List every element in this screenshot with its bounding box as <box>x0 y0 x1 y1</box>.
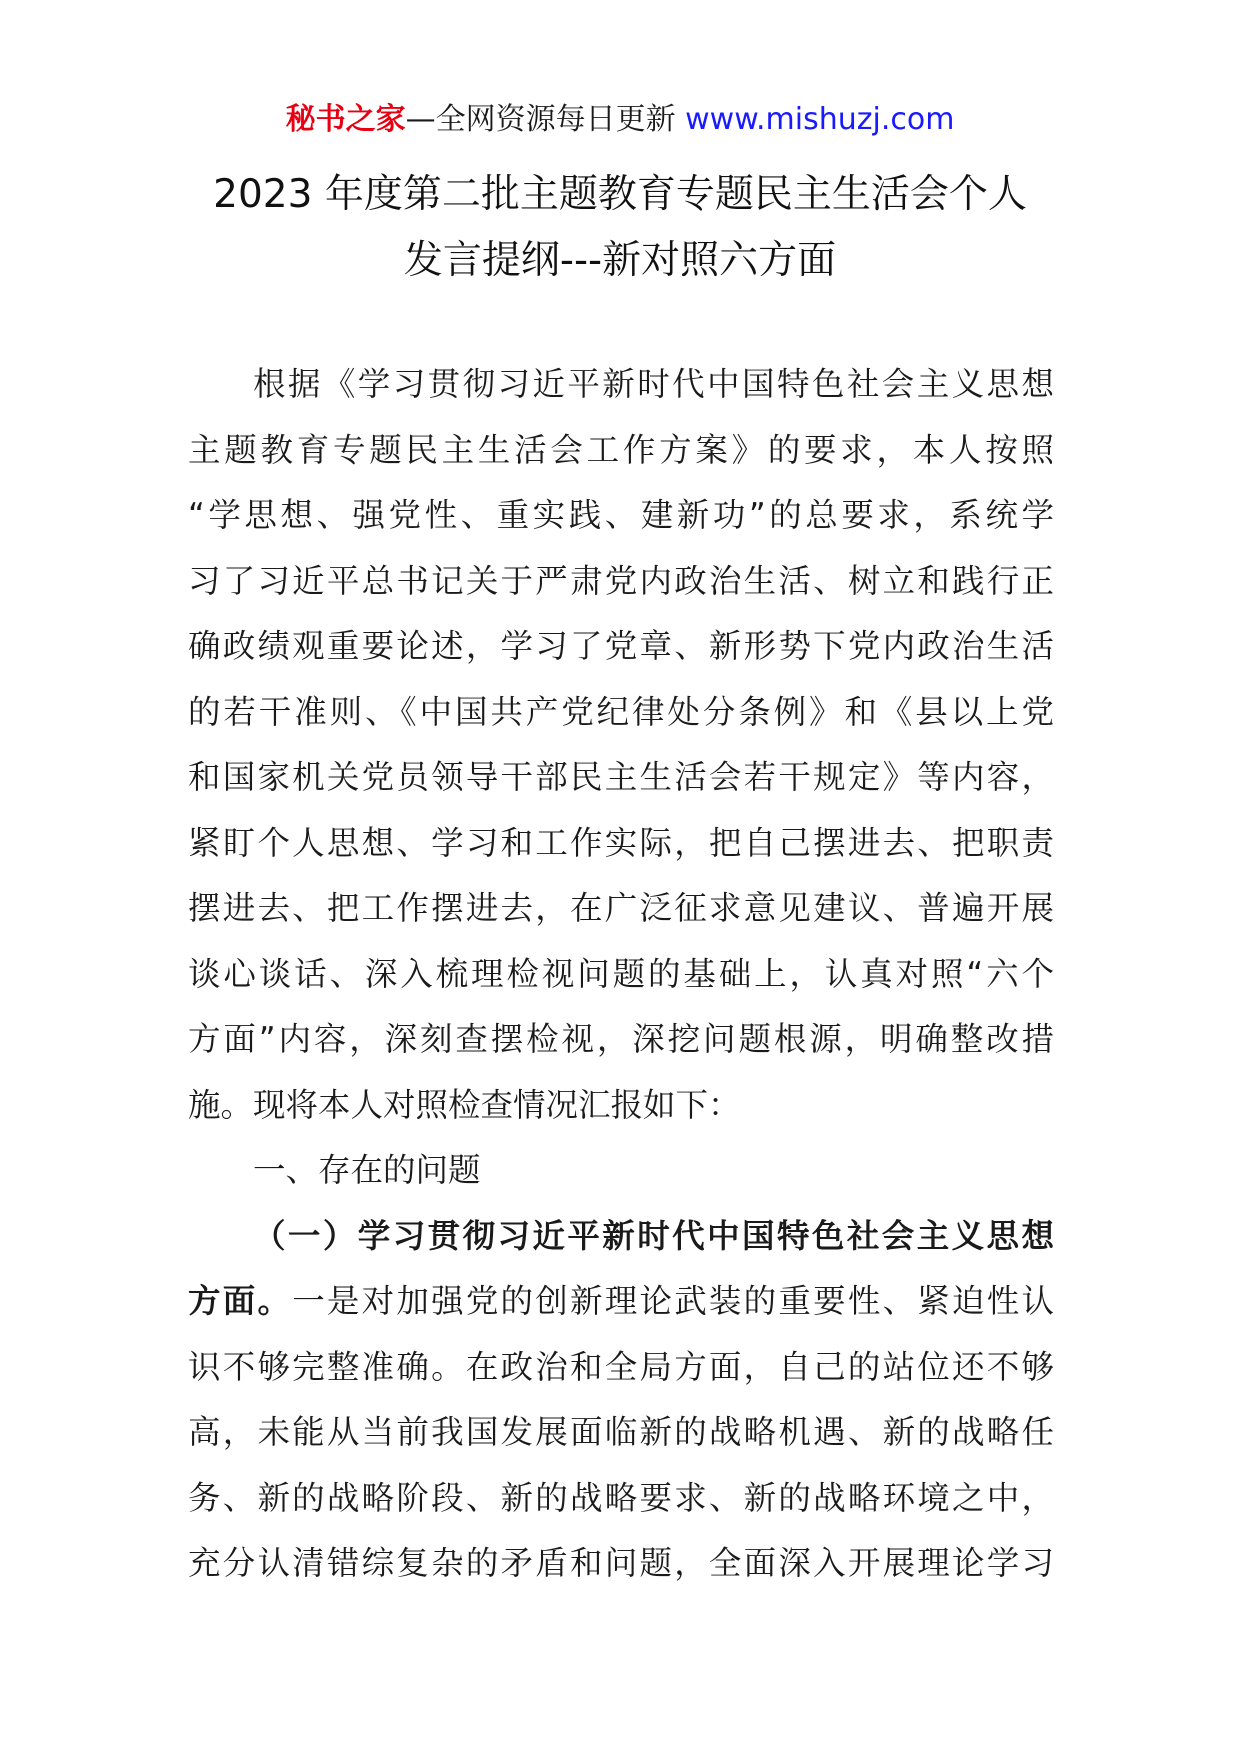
document-body <box>188 352 1054 1597</box>
paragraph-line: 谈心谈话、深入梳理检视问题的基础上，认真对照“六个 <box>188 954 1054 993</box>
paragraph-line: 方面”内容，深刻查摆检视，深挖问题根源，明确整改措 <box>188 1020 1054 1058</box>
banner-tagline: —全网资源每日更新 <box>405 102 676 137</box>
title-line-1: 2023 年度第二批主题教育专题民主生活会个人 <box>213 172 1027 217</box>
brand-name: 秘书之家 <box>285 102 406 137</box>
document-title <box>150 162 1090 294</box>
site-banner <box>0 100 1240 140</box>
paragraph-line: 主题教育专题民主生活会工作方案》的要求，本人按照 <box>188 430 1054 469</box>
title-line-2: 发言提纲---新对照六方面 <box>403 238 837 283</box>
paragraph-line: 施。现将本人对照检查情况汇报如下： <box>188 1085 741 1124</box>
paragraph-line: 的若干准则、《中国共产党纪律处分条例》和《县以上党 <box>188 692 1054 731</box>
paragraph-line: 充分认清错综复杂的矛盾和问题，全面深入开展理论学习 <box>188 1544 1054 1582</box>
paragraph-line: 高，未能从当前我国发展面临新的战略机遇、新的战略任 <box>188 1413 1054 1451</box>
paragraph-line: 摆进去、把工作摆进去，在广泛征求意见建议、普遍开展 <box>188 889 1054 927</box>
paragraph-line <box>188 1269 1054 1335</box>
paragraph-line: 务、新的战略阶段、新的战略要求、新的战略环境之中， <box>188 1478 1054 1517</box>
subsection-heading-tail: 方面。 <box>188 1282 293 1320</box>
site-url-link[interactable]: www.mishuzj.com <box>685 102 955 137</box>
subsection-heading: （一）学习贯彻习近平新时代中国特色社会主义思想 <box>253 1216 1054 1255</box>
section-heading: 一、存在的问题 <box>253 1151 481 1189</box>
paragraph-line: 识不够完整准确。在政治和全局方面，自己的站位还不够 <box>188 1347 1054 1386</box>
paragraph-line: 根据《学习贯彻习近平新时代中国特色社会主义思想 <box>253 365 1054 403</box>
paragraph-text: 一是对加强党的创新理论武装的重要性、紧迫性认 <box>292 1282 1054 1320</box>
paragraph-line: 习了习近平总书记关于严肃党内政治生活、树立和践行正 <box>188 561 1054 600</box>
paragraph-line: 确政绩观重要论述，学习了党章、新形势下党内政治生活 <box>188 627 1054 665</box>
paragraph-line: “学思想、强党性、重实践、建新功”的总要求，系统学 <box>188 496 1054 534</box>
paragraph-line: 和国家机关党员领导干部民主生活会若干规定》等内容， <box>188 758 1054 796</box>
paragraph-line: 紧盯个人思想、学习和工作实际，把自己摆进去、把职责 <box>188 823 1054 862</box>
